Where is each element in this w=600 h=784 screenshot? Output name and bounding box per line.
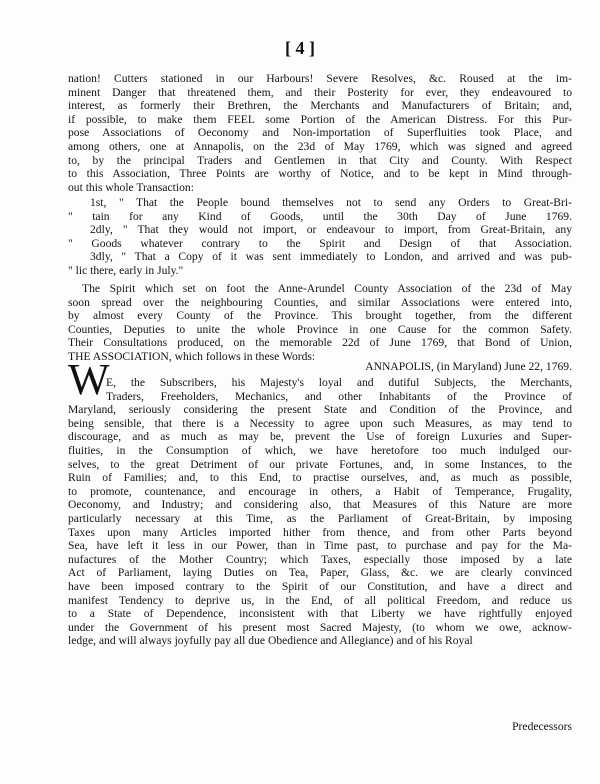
intro-line: pose Associations of Oeconomy and Non-importation of Superfluities took Place, and [68, 126, 572, 140]
points-line: 2dly, " That they would not import, or endeavour to import, from Great-Britain, any [90, 223, 572, 237]
association-line: manifest Tendency to deprive us, in the End, of all political Freedom, and reduce us [68, 593, 572, 607]
intro-line: to this Association, Three Points are worthy of Notice, and to be kept in Mind through- [68, 167, 572, 181]
association-line: selves, to the great Detriment of our private Fortunes, and, in some Instances, to the [68, 457, 572, 471]
points-line: " Goods whatever contrary to the Spirit and Design of that Association. [68, 236, 572, 250]
spirit-line: The Spirit which set on foot the Anne-Arundel County Association of the 23d of May [82, 282, 572, 295]
points-line: " lic there, early in July." [68, 263, 184, 277]
intro-line: to, by the principal Traders and Gentlemen in that City and County. With Respect [68, 153, 572, 167]
association-line: nufactures of the Mother Country; which Taxes, especially those imposed by a late [68, 552, 572, 566]
association-line: have been imposed contrary to the Spirit of our Constitution, and have a direct and [68, 579, 572, 593]
page-number: [ 4 ] [285, 38, 315, 58]
association-line: fluities, in the Consumption of which, we have heretofore too much indulged our- [68, 443, 572, 457]
intro-line: minent Danger that threatened them, and their Posterity for ever, they endeavoured to [68, 85, 572, 99]
intro-line: among others, one at Annapolis, on the 23d of May 1769, which was signed and agreed [68, 139, 572, 153]
spirit-line: Their Consultations produced, on the memorable 22d of June 1769, that Bond of Union, [68, 336, 572, 350]
association-line: particularly necessary at this Time, as the Parliament of Great-Britain, by imposing [68, 511, 572, 525]
intro-line: interest, as formerly their Brethren, the Merchants and Manufacturers of Britain; and, [68, 99, 572, 113]
spirit-line: by almost every County of the Province. This brought together, from the different [68, 309, 572, 323]
spirit-line: THE ASSOCIATION, which follows in these Words: [68, 349, 316, 363]
points-line: " tain for any Kind of Goods, until the 30th Day of June 1769. [68, 209, 572, 223]
association-line: Traders, Freeholders, Mechanics, and other Inhabitants of the Province of [106, 389, 572, 403]
spirit-line: soon spread over the neighbouring Counties, and similar Associations were entered into, [68, 295, 572, 309]
association-line: being sensible, that there is a Necessity to agree upon such Measures, as may tend to [68, 416, 572, 430]
association-line: under the Government of his present most Sacred Majesty, (to whom we owe, acknow- [68, 620, 572, 634]
association-line: to a State of Dependence, inconsistent with that Liberty we have rightfully enjoyed [68, 607, 572, 621]
points-line: 3dly, " That a Copy of it was sent immediately to London, and arrived and was pub- [90, 250, 572, 264]
association-text [68, 376, 572, 648]
association-line: E, the Subscribers, his Majesty's loyal and dutiful Subjects, the Merchants, [106, 376, 572, 389]
association-line: to promote, countenance, and encourage in others, a Habit of Temperance, Frugality, [68, 484, 572, 498]
spirit-paragraph [68, 282, 572, 364]
association-line: ledge, and will always joyfully pay all due Obedience and Allegiance) and of his Royal [68, 634, 473, 648]
association-line: discourage, and as much as may be, prevent the Use of foreign Luxuries and Super- [68, 430, 572, 444]
association-line: Maryland, seriously considering the present State and Condition of the Province, and [68, 403, 572, 417]
association-line: Oeconomy, and Industry; and considering also, that Measures of this Nature are more [68, 498, 572, 512]
three-points-list [68, 196, 572, 278]
intro-paragraph [68, 72, 572, 194]
intro-line: out this whole Transaction: [68, 180, 194, 194]
catchword: Predecessors [512, 720, 572, 733]
spirit-line: Counties, Deputies to unite the whole Province in one Cause for the common Safety. [68, 322, 572, 336]
association-line: Ruin of Families; and, to this End, to practise ourselves, and, as much as possible, [68, 471, 572, 485]
association-line: Act of Parliament, laying Duties on Tea, Paper, Glass, &c. we are clearly convinced [68, 566, 572, 580]
association-line: Sea, have left it less in our Power, than in Time past, to purchase and pay for the Ma- [68, 539, 572, 553]
dateline: ANNAPOLIS, (in Maryland) June 22, 1769. [365, 360, 572, 373]
points-line: 1st, " That the People bound themselves not to send any Orders to Great-Bri- [90, 196, 572, 209]
association-line: Taxes upon many Articles imported hither from thence, and from other Parts beyond [68, 525, 572, 539]
intro-line: if possible, to make them FEEL some Portion of the American Distress. For this Pur- [68, 112, 572, 126]
drop-cap: W [68, 355, 110, 404]
intro-line: nation! Cutters stationed in our Harbours! Severe Resolves, &c. Roused at the im- [68, 72, 572, 85]
